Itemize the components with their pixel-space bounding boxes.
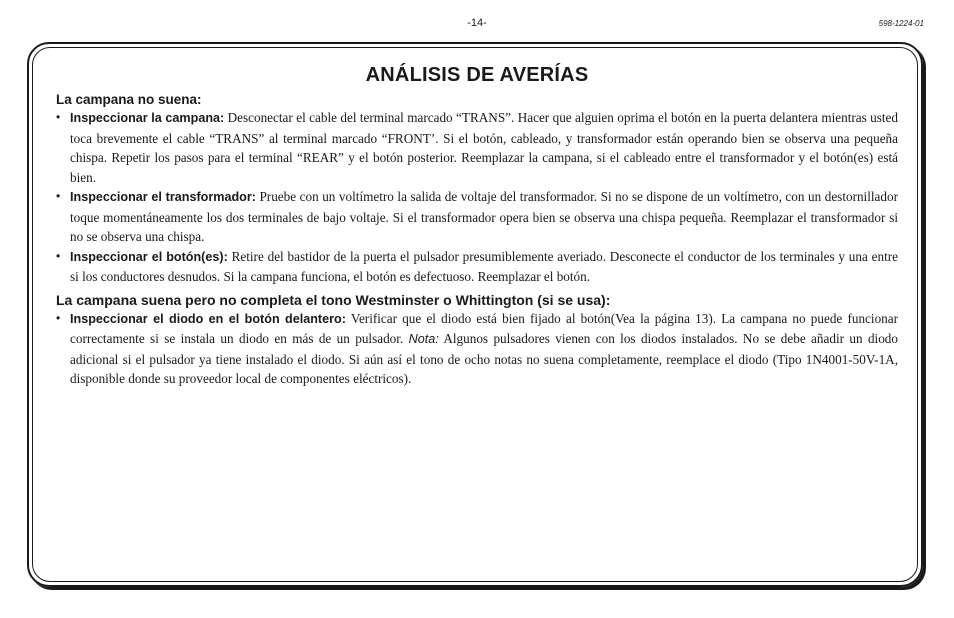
note-label: Nota: (408, 332, 439, 346)
list-item (56, 187, 898, 247)
bullet-glyph: • (56, 189, 61, 203)
list-item (56, 247, 898, 287)
bullet-glyph: • (56, 110, 61, 124)
item-term: Inspeccionar el botón(es): (70, 249, 228, 264)
page-title: ANÁLISIS DE AVERÍAS (365, 64, 589, 86)
bullet-glyph: • (56, 310, 61, 325)
list-item (56, 309, 898, 389)
item-text: Algunos pulsadores vienen con los diodos instalados. No se debe añadir un diodo adicional si el pulsador ya tiene instalado el diodo. Si aún así el tono de ocho notas no suena completamente, reemplace el diodo (Tipo 1N4001-50V-1A, disponible donde su proveedor local de componentes eléctricos). (70, 331, 898, 386)
bullet-list-no-suena (56, 108, 898, 287)
item-text: Pruebe con un voltímetro la salida de voltaje del transformador. Si no se dispone de un voltímetro, con un destornillador toque momentáneamente los dos terminales de bajo voltaje. Si el transformador opera bien se observa una chispa pequeña. Reemplazar el transformador si no se observa una chispa. (70, 189, 898, 244)
item-text: Retire del bastidor de la puerta el pulsador presumiblemente averiado. Desconecte el conductor de los terminales y una entre si los conductores desnudos. Si la campana funciona, el botón es defectuoso. Reemplazar el botón. (70, 248, 898, 284)
document-code: 598-1224-01 (878, 19, 924, 28)
section-heading-tono-incompleto: La campana suena pero no completa el tono Westminster o Whittington (si se usa): (56, 291, 611, 308)
page-number: -14- (467, 17, 487, 29)
item-term: Inspeccionar el diodo en el botón delantero: (70, 311, 346, 326)
item-term: Inspeccionar la campana: (70, 111, 225, 125)
bullet-glyph: • (56, 248, 61, 263)
bullet-list-tono-incompleto (56, 309, 898, 389)
page-content (56, 64, 898, 389)
item-term: Inspeccionar el transformador: (70, 190, 256, 204)
list-item (56, 108, 898, 187)
section-heading-no-suena: La campana no suena: (56, 92, 202, 107)
item-text: Desconectar el cable del terminal marcado “TRANS”. Hacer que alguien oprima el botón en la puerta delantera mientras usted toca brevemente el cable “TRANS” al terminal marcado “FRONT’. Si el botón, cableado, y transformador están operando bien se observa una pequeña chispa. Repetir los pasos para el terminal “REAR” y el botón posterior. Reemplazar la campana, si el cableado entre el transformador y el botón(es) está bien. (70, 110, 898, 185)
item-text: Verificar que el diodo está bien fijado al botón(Vea la página 13). La campana no puede funcionar correctamente si se instala un diodo en más de un pulsador. (70, 310, 898, 346)
